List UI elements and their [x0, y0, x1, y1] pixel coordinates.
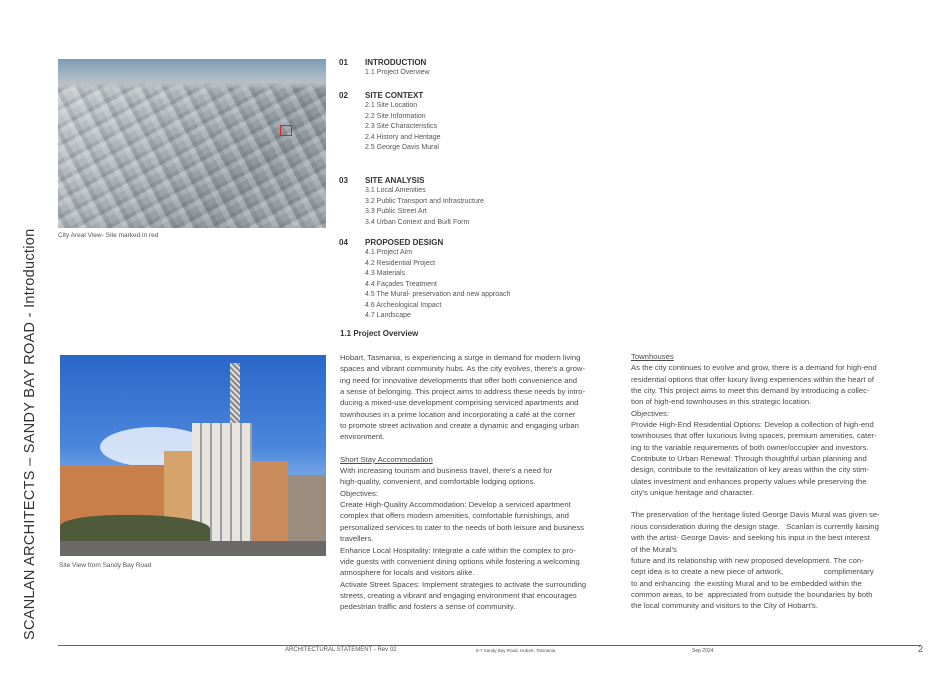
text-line: tion of high-end townhouses in this strategic location. [631, 397, 812, 407]
text-line: to promote street activation and create a dynamic and engaging urban [340, 421, 579, 431]
text-line: Hobart, Tasmania, is experiencing a surge in demand for modern living [340, 353, 581, 362]
toc-item: 4.4 Façades Treatment [365, 280, 437, 288]
toc-item: 4.7 Landscape [365, 312, 411, 319]
street-view-photo [60, 355, 326, 556]
toc-section-number: 03 [339, 176, 348, 185]
mural-paragraph [631, 509, 914, 611]
toc-item: 4.6 Archeological Impact [365, 301, 442, 309]
right-text-column [631, 351, 914, 612]
text-line: Contribute to Urban Renewal: Through thoughtful urban planning and [631, 454, 867, 464]
toc-section-number: 01 [339, 58, 348, 67]
aerial-photo-caption: City Areal View- Site marked in red [58, 232, 159, 239]
text-line: future and its relationship with new proposed development. The con- [631, 555, 864, 565]
townhouses-paragraph [631, 362, 914, 498]
text-line: As the city continues to evolve and grow, there is a demand for high-end [631, 363, 877, 373]
text-line: ing need for innovative developments that offer both convenience and [340, 375, 578, 385]
text-line: Enhance Local Hospitality: Integrate a café within the complex to pro- [340, 545, 576, 555]
footer-date: Sep 2024 [692, 648, 714, 654]
text-line: with the artist- George Davis- and seeking his input in the best interest [631, 533, 870, 543]
text-line: complex that offers modern amenities, comfortable furnishings, and [340, 511, 569, 521]
toc-item: 2.1 Site Location [365, 102, 418, 109]
text-line: the city. This project aims to meet this demand by introducing a collec- [631, 386, 870, 396]
townhouses-heading: Townhouses [631, 352, 674, 361]
toc-section [339, 238, 569, 322]
text-line: rious consideration during the design stage. Scanlan is currently liaising [631, 521, 879, 531]
text-line: travellers. [340, 534, 374, 544]
short-stay-heading: Short Stay Accommodation [340, 454, 433, 464]
toc-section-title: SITE ANALYSIS [365, 176, 425, 185]
intro-paragraph [340, 352, 622, 443]
site-marker [280, 125, 292, 136]
toc-section-title: PROPOSED DESIGN [365, 238, 444, 247]
text-line: ulates investment and enhances property values while preserving the [631, 476, 867, 486]
text-line: With increasing tourism and business travel, there's a need for [340, 466, 553, 476]
text-line: common areas, to be appreciated from outside the boundaries by both [631, 589, 873, 599]
text-line: of the Mural's [631, 544, 677, 554]
footer-divider [58, 645, 921, 646]
toc-item: 2.4 History and Heritage [365, 133, 441, 141]
toc-section-title: SITE CONTEXT [365, 91, 424, 100]
toc-item: 4.2 Residential Project [365, 259, 436, 267]
text-line: residential options that offer luxury living experiences within the heart of [631, 374, 875, 384]
text-line: vide guests with convenient dining options while fostering a welcoming [340, 556, 580, 566]
text-line: The preservation of the heritage listed George Davis Mural was given se- [631, 510, 880, 520]
text-line: streets, creating a vibrant and engaging environment that encourages [340, 590, 577, 600]
text-line: high-quality, convenient, and comfortable lodging options. [340, 477, 536, 487]
text-line: townhouses in a prime location and incorporating a café at the corner [340, 409, 576, 419]
short-stay-paragraph [340, 465, 622, 612]
toc-item: 2.2 Site Information [365, 112, 426, 120]
text-line: city's unique heritage and character. [631, 488, 754, 498]
left-text-column [340, 352, 622, 613]
text-line: Create High-Quality Accommodation: Develop a serviced apartment [340, 500, 571, 510]
text-line: the local community and visitors to the City of Hobart's. [631, 601, 818, 611]
toc-item: 2.5 George Davis Mural [365, 144, 439, 151]
toc-item: 4.5 The Mural- preservation and new approach [365, 291, 511, 298]
footer-address: 5-7 Sandy Bay Road, Hobart, Tasmania [476, 648, 556, 653]
text-line: ing to the variable requirements of both owner/occupier and investors. [631, 442, 869, 452]
toc-section-title: INTRODUCTION [365, 58, 427, 67]
footer-statement: ARCHITECTURAL STATEMENT - Rev 02 [285, 647, 397, 653]
toc-section-number: 04 [339, 238, 348, 247]
text-line: design, contribute to the revitalization of key areas within the city stim- [631, 465, 869, 475]
toc-item: 1.1 Project Overview [365, 69, 430, 76]
text-line: Provide High-End Residential Options: Develop a collection of high-end [631, 420, 874, 430]
city-aerial-photo [58, 59, 326, 228]
text-line: pedestrian traffic and fosters a sense of community. [340, 602, 516, 612]
toc-item: 3.1 Local Amenities [365, 187, 426, 194]
toc-item: 3.4 Urban Context and Built Form [365, 218, 470, 226]
toc-section [339, 58, 569, 79]
toc-item: 3.3 Public Street Art [365, 208, 427, 215]
toc-item: 3.2 Public Transport and Infrastructure [365, 197, 485, 205]
text-line: townhouses that offer luxurious living spaces, premium amenities, cater- [631, 431, 877, 441]
text-line: personalized services to cater to the needs of both leisure and business [340, 522, 585, 532]
text-line: Objectives: [340, 488, 379, 498]
street-photo-caption: Site View from Sandy Bay Road [59, 562, 152, 569]
toc-item: 4.3 Materials [365, 270, 406, 277]
toc-section [339, 91, 569, 154]
toc-item: 2.3 Site Characteristics [365, 123, 437, 130]
text-line: Activate Street Spaces: Implement strategies to activate the surrounding [340, 579, 587, 589]
toc-section-number: 02 [339, 91, 348, 100]
text-line: a sense of belonging. This project aims to address these needs by intro- [340, 387, 586, 397]
document-side-title: SCANLAN ARCHITECTS – SANDY BAY ROAD - Introduction [22, 228, 38, 640]
toc-item: 4.1 Project Aim [365, 249, 413, 256]
text-line: to and enhancing the existing Mural and to be embedded within the [631, 578, 862, 588]
text-line: cept idea is to create a new piece of artwork, complimentary [631, 567, 874, 577]
toc-section [339, 176, 569, 228]
text-line: environment. [340, 432, 385, 442]
text-line: spaces and vibrant community hubs. As the city evolves, there's a grow- [340, 364, 586, 374]
section-heading: 1.1 Project Overview [340, 329, 419, 338]
text-line: atmosphere for locals and visitors alike. [340, 568, 475, 578]
text-line: Objectives: [631, 408, 670, 418]
text-line: ducing a mixed-use development comprising serviced apartments and [340, 398, 579, 408]
page-number: 2 [918, 644, 924, 654]
